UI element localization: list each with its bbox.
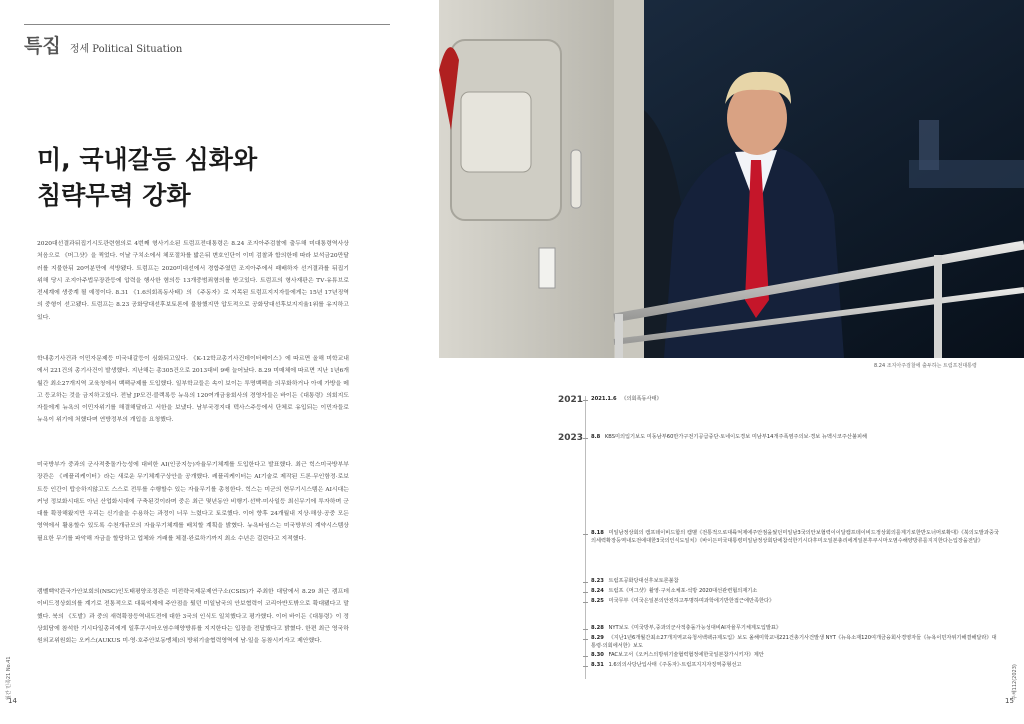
- timeline-tick: [583, 534, 588, 535]
- section-subtitle: 정세 Political Situation: [69, 44, 183, 55]
- page-number-right: 15: [1005, 697, 1014, 705]
- entry-text: KBS미의입기보도 미동남부60만가구전기공급중단·토네이도경보 미남부14개주폭염주의보·경보 뉴멕시코주산불피해: [604, 434, 867, 440]
- headline: [37, 142, 357, 214]
- timeline-entry: [591, 396, 1001, 404]
- timeline-entry: [591, 578, 1001, 586]
- entry-text: NYT보도《미국방부,중과의군사적충돌가능성대비AI자율무기체계도입발표》: [608, 625, 782, 631]
- timeline-tick: [583, 592, 588, 593]
- timeline-tick: [583, 639, 588, 640]
- entry-date: 2021.1.6: [591, 396, 617, 402]
- timeline-tick: [583, 656, 588, 657]
- entry-date: 8.8: [591, 434, 601, 440]
- timeline-entry: [591, 635, 1001, 650]
- entry-date: 8.30: [591, 652, 604, 658]
- entry-date: 8.24: [591, 588, 604, 594]
- entry-text: 트럼프《머그샷》촬영·구치소체포·석방 2020대선관련혐의재기소: [608, 588, 758, 594]
- entry-text: 미국무부《미국은일본의안전하고투명하며과학에기반한접근에만족한다》: [608, 598, 775, 604]
- paragraph-1: 2020대선결과뒤집기시도관련혐의로 4번째 형사기소된 트럼프전대통령은 8.24 조지아주검찰에 출두해 미대통령역사상 처음으로 《머그샷》을 찍었다. 이날 구치소에서 체포절차를 밟은뒤 변호인단이 이미 검찰과 합의한데 따라 보석금20만달러를 지불한뒤 20여분만에 석방됐다. 트럼프는 2020미대선에서 경합주였던 조지아주에서 패배하자 선거결과를 뒤집기 위해 당시 조지아주법무장관등에 압력을 행사한 혐의등 13개중범죄혐의를 받고있다. 트럼프의 형사재판은 TV·유튜브로 전세계에 생중계 될 예정이다. 8.31 《1.6의회폭동사태》의 《주동자》로 지목된 트럼프지지자들에게는 15년 17년징역의 중형이 선고됐다. 트럼프는 8.23 공화당대선후보토론에 불참했지만 압도적으로 공화당대선후보지지율1위를 유지하고있다.: [37, 241, 349, 321]
- right-side-caption: 주체112(2023): [1012, 664, 1018, 700]
- entry-text: 1.6의의사당난입사태《주동자》·트럼프지지자징역중형선고: [608, 662, 742, 668]
- headline-line-2: 침략무력 강화: [37, 181, 191, 210]
- timeline-year-2021: 2021: [558, 395, 584, 405]
- entry-text: 트럼프공화당대선후보토론불참: [608, 578, 679, 584]
- section-title: 특집: [24, 35, 61, 57]
- timeline-entry: [591, 662, 1001, 670]
- timeline-tick: [583, 400, 588, 401]
- headline-line-1: 미, 국내갈등 심화와: [37, 145, 258, 174]
- entry-date: 8.25: [591, 598, 604, 604]
- paragraph-4: 캠벨백악관국가안보회의(NSC)인도태평양조정관은 미전략국제문제연구소(CSIS)가 주최한 대담에서 8.29 최근 캠프데이비드정상회의를 계기로 전통적으로 대륙억제에 주안점을 뒀던 미일남국의 안보협력이 코리아반도밖으로 확대됐다고 말했다. 북의 《도발》과 중의 새력확장등역내도전에 대한 3국의 인식도 일치했다고 평가했다. 이어 바이든《대통령》이 정상회담에 참석한 기시다일총리에게 일후쿠시마오염수해양방류를 지지한다는 입장을 전달했다고 밝혔다. 한편 최근 영국하원외교위원회는 오커스(AUKUS 미·영·호주안보동맹체)의 방위기술협력영역에 남·일을 동참시키자고 제안했다.: [37, 589, 349, 645]
- paragraph-3: 미국방부가 중과의 군사적충돌가능성에 대비한 AI(인공지능)자율무기체계를 도입한다고 발표했다. 최근 힉스미국방부부장관은 《레플리케이터》라는 새로운 무기체계구상안을 공개했다. 레플리케이터는 AI기술로 제작된 드론·무인함정·로보트등 인간이 탑승하지않고도 스스로 전투를 수행할수 있는 자율무기를 총칭한다. 힉스는 미군의 현무기시스템은 AI시대는커녕 정보화시대도 아닌 산업화시대에 구축된것이라며 중은 최근 몇년동안 비행기·선박·미사일등 최신무기에 투자하며 군대를 확장해왔지만 우리는 신기술을 수용하는 과정이 너무 느렸다고 토로했다. 이어 향후 24개월내 지상·해상·공중 모든 영역에서 활용할수 있도록 수천개규모의 자율무기체계를 배치할 계획을 밝혔다. 뉴욕타임스는 미국방부의 계약시스템상 필요한 무기를 파악해 자금을 할당하고 업체와 거래를 체결·완료하기까지 최소 수년은 걸린다고 지적했다.: [37, 462, 349, 542]
- timeline-entry: [591, 588, 1001, 596]
- timeline-tick: [583, 629, 588, 630]
- timeline-tick: [583, 582, 588, 583]
- entry-date: 8.18: [591, 530, 604, 536]
- entry-text: 《의회폭동사태》: [621, 396, 662, 402]
- timeline-tick: [583, 602, 588, 603]
- entry-text: 미일남정상회의 캠프데이비드합의 캠벨《전통적으로대륙억제에주안점을뒀던미일남3국의안보협력이이달캠프데이비드정상회의를계기로한반도너머로확대》《북의도발과중국의세력확장등역내도전에대한3국의인식도일치》《바이든미국대통령미일남정상회담에참석한기시다후미오일본총리에게일본후쿠시마오염수해양방류를지지한다는입장을전달》: [591, 530, 999, 544]
- entry-date: 8.28: [591, 625, 604, 631]
- news-photo: [439, 0, 1024, 358]
- photo-caption: 8.24 조지아주검찰에 출두하는 트럼프전대통령: [874, 363, 977, 369]
- entry-text: FAC보고서《오커스의방위기술협력협정에한국일본참가시키자》제안: [608, 652, 764, 658]
- timeline-entry: [591, 625, 1001, 633]
- top-rule: [24, 24, 390, 25]
- timeline-entry: [591, 598, 1001, 606]
- entry-date: 8.31: [591, 662, 604, 668]
- entry-date: 8.23: [591, 578, 604, 584]
- timeline-tick: [583, 438, 588, 439]
- timeline-year-2023: 2023: [558, 433, 584, 443]
- left-side-caption: 월간 민족21 No.41: [6, 656, 12, 700]
- entry-text: 《지난1년6개월간최소27개지역교육청서백팩규제도입》보도 올해미학교내221건총기사건발생 NYT《뉴욕소재120여개금융회사경영자들《뉴욕이민자위기해결해달라》대통령·의회에서한》보도: [591, 635, 997, 649]
- page-number-left: 14: [8, 697, 17, 705]
- section-header: [24, 31, 182, 58]
- timeline-tick: [583, 666, 588, 667]
- timeline-entry: [591, 530, 1001, 545]
- photo-illustration: [439, 0, 1024, 358]
- entry-date: 8.29: [591, 635, 604, 641]
- timeline-entry: [591, 434, 1001, 442]
- paragraph-2: 학내총기사건과 이민자문제등 미국내갈등이 심화되고있다. 《K-12학교총기사건데이터베이스》에 따르면 올해 미학교내에서 221건의 총기사건이 발생했다. 지난해는 총305건으로 2013대비 9배 늘어났다. 8.29 미매체에 따르면 지난 1년6개월간 최소27개지역 교육청에서 백팩규제를 도입했다. 일부학교들은 속이 보이는 투명백팩을 의무화하거나 아예 가방을 메고 등교하는 것을 금지하고있다. 전날 JP모건·블랙록등 뉴욕의 120여개금융회사의 경영자들은 바이든《대통령》의회지도자들에게 뉴욕의 이민자위기를 해결해달라고 서한을 보냈다. 남부국경지대 텍사스주등에서 단체로 유입되는 이민자들로 뉴욕이 위기에 처했다며 연방정부의 개입을 요청했다.: [37, 356, 349, 424]
- timeline-entry: [591, 652, 1001, 660]
